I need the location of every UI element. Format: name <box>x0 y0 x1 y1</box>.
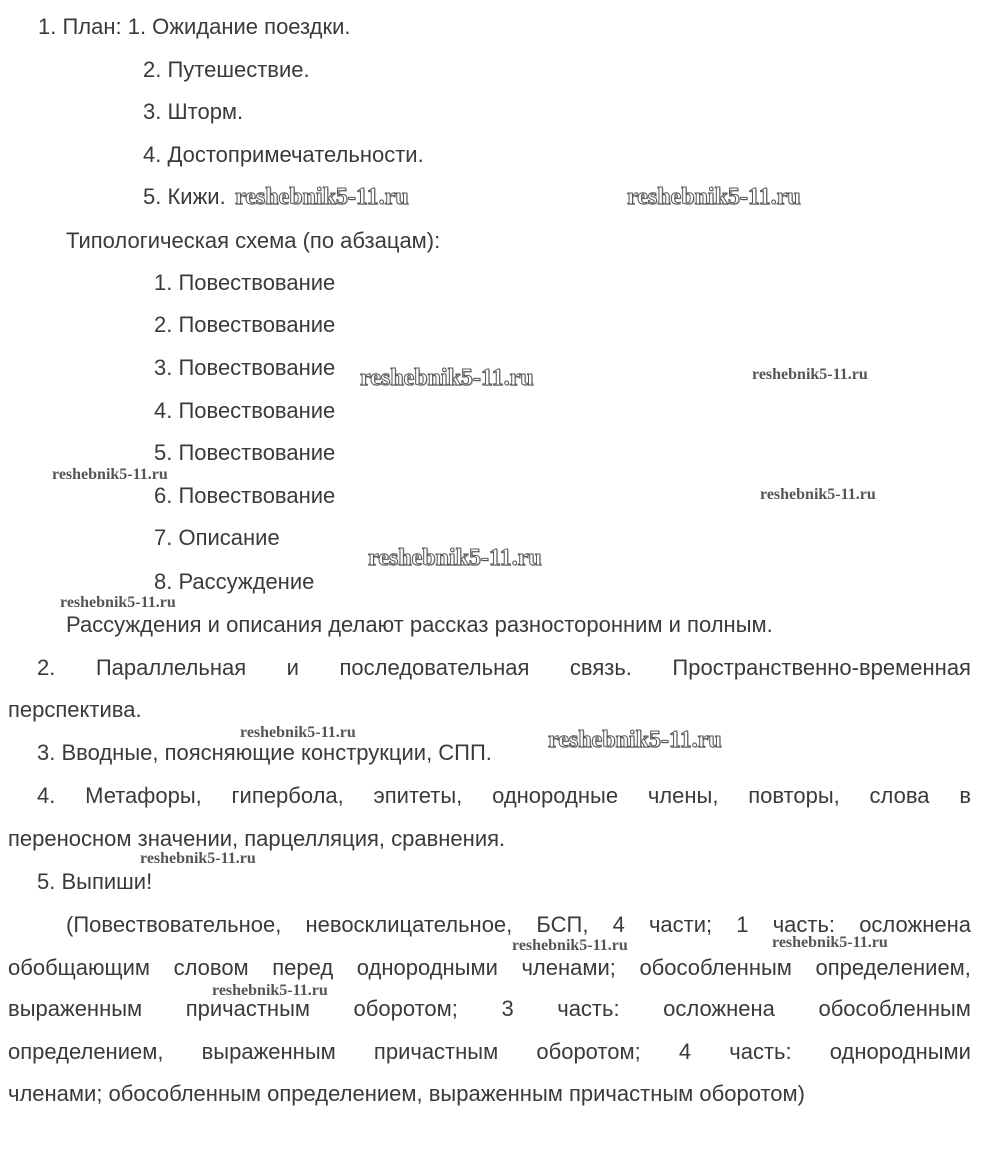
watermark: reshebnik5-11.ru <box>752 366 868 383</box>
watermark: reshebnik5-11.ru <box>772 934 888 951</box>
answer-4-line-2: переносном значении, парцелляция, сравнения. <box>8 826 506 851</box>
answer-3: 3. Вводные, поясняющие конструкции, СПП. <box>37 740 492 765</box>
plan-item-1: 1. Ожидание поездки. <box>127 14 351 39</box>
answer-5-line-4: определением, выраженным причастным оборотом; 4 часть: однородными <box>8 1039 971 1064</box>
watermark: reshebnik5-11.ru <box>760 486 876 503</box>
answer-4-line-1: 4. Метафоры, гипербола, эпитеты, однородные члены, повторы, слова в <box>37 783 971 808</box>
watermark: reshebnik5-11.ru <box>140 850 256 867</box>
typology-item-1: 1. Повествование <box>154 270 336 295</box>
plan-lead: 1. План: <box>38 14 128 39</box>
answer-5-line-1: (Повествовательное, невосклицательное, БСП, 4 части; 1 часть: осложнена <box>66 912 971 937</box>
answer-5-title: 5. Выпиши! <box>37 869 153 894</box>
plan-item-4: 4. Достопримечательности. <box>143 142 424 167</box>
typology-item-4: 4. Повествование <box>154 398 336 423</box>
typology-title: Типологическая схема (по абзацам): <box>66 228 441 253</box>
watermark: reshebnik5-11.ru <box>368 545 542 571</box>
answer-5-line-3: выраженным причастным оборотом; 3 часть: осложнена обособленным <box>8 996 971 1021</box>
typology-item-3: 3. Повествование <box>154 355 336 380</box>
watermark: reshebnik5-11.ru <box>60 594 176 611</box>
plan-heading <box>38 14 351 40</box>
typology-conclusion: Рассуждения и описания делают рассказ разносторонним и полным. <box>66 612 773 637</box>
answer-5-line-5: членами; обособленным определением, выраженным причастным оборотом) <box>8 1081 805 1106</box>
typology-item-6: 6. Повествование <box>154 483 336 508</box>
watermark: reshebnik5-11.ru <box>360 365 534 391</box>
plan-item-3: 3. Шторм. <box>143 99 244 124</box>
typology-item-7: 7. Описание <box>154 525 280 550</box>
watermark: reshebnik5-11.ru <box>512 937 628 954</box>
answer-2-line-2: перспектива. <box>8 697 142 722</box>
typology-item-2: 2. Повествование <box>154 312 336 337</box>
plan-item-2: 2. Путешествие. <box>143 57 310 82</box>
answer-2-line-1: 2. Параллельная и последовательная связь. Пространственно-временная <box>37 655 971 680</box>
watermark: reshebnik5-11.ru <box>548 727 722 753</box>
watermark: reshebnik5-11.ru <box>212 982 328 999</box>
typology-item-8: 8. Рассуждение <box>154 569 315 594</box>
watermark: reshebnik5-11.ru <box>240 724 356 741</box>
typology-item-5: 5. Повествование <box>154 440 336 465</box>
plan-item-5: 5. Кижи. <box>143 184 226 209</box>
answer-5-line-2: обобщающим словом перед однородными членами; обособленным определением, <box>8 955 971 980</box>
watermark: reshebnik5-11.ru <box>52 466 168 483</box>
watermark: reshebnik5-11.ru <box>627 184 801 210</box>
watermark: reshebnik5-11.ru <box>235 184 409 210</box>
